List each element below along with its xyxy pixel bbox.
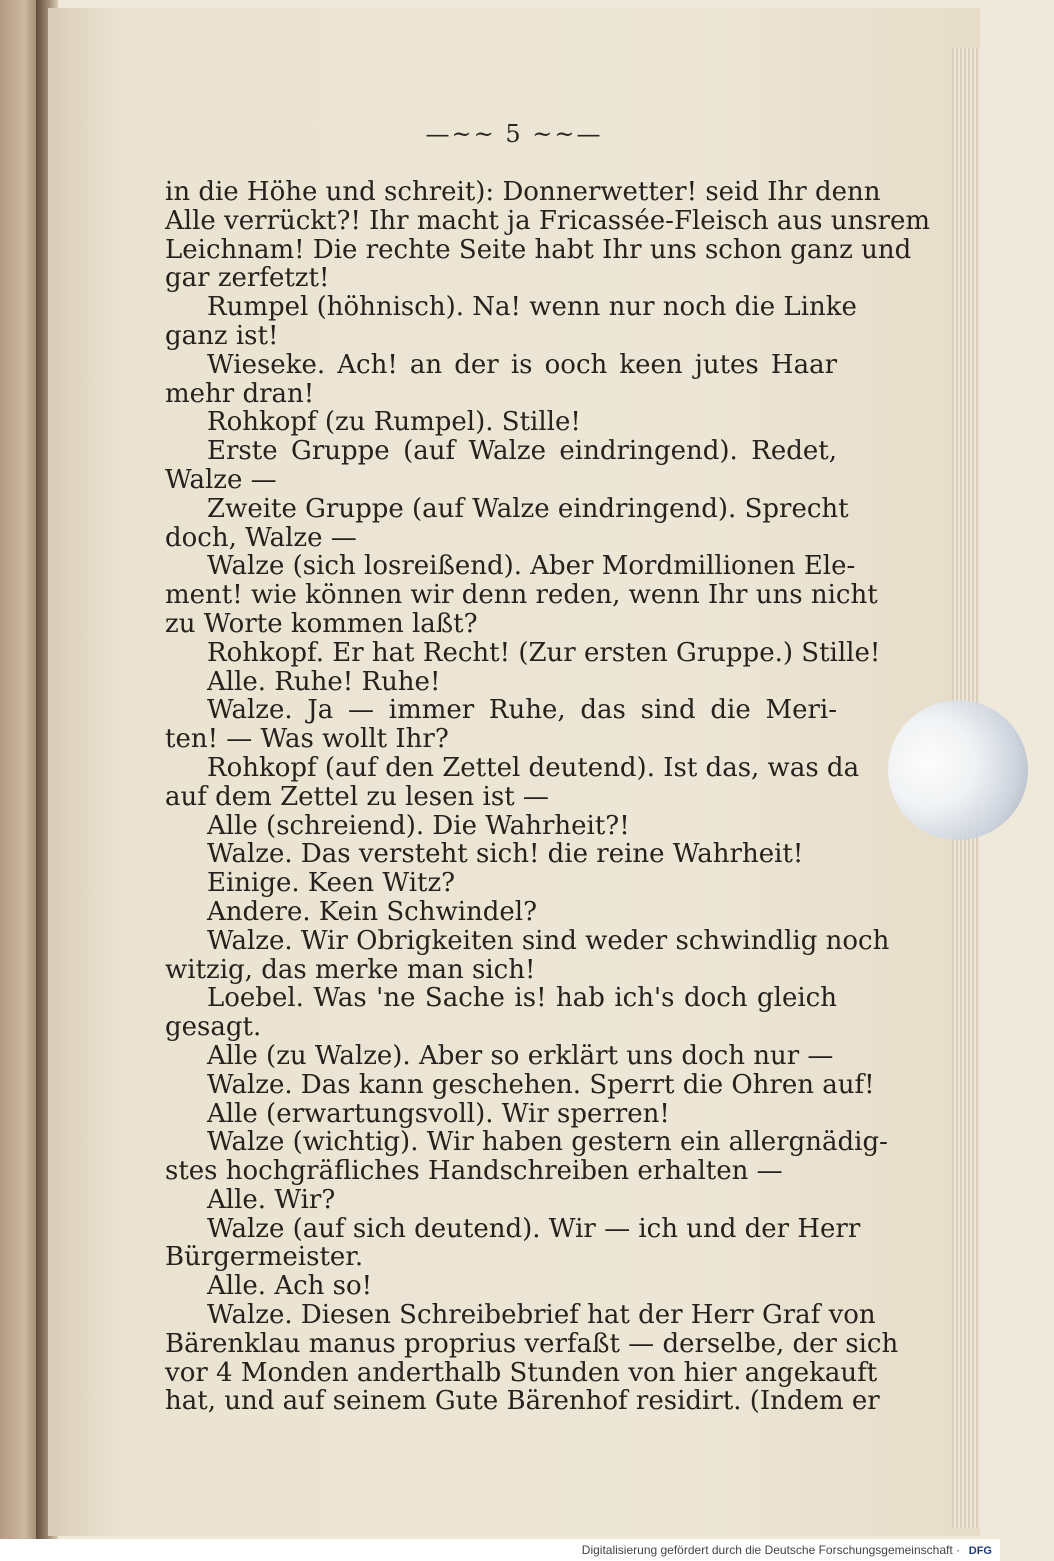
text-line: Loebel. Was 'ne Sache is! hab ich's doch gleich [207, 983, 837, 1014]
text-line: Walze. Das versteht sich! die reine Wahrheit! [207, 839, 804, 870]
text-line: vor 4 Monden anderthalb Stunden von hier angekauft [165, 1357, 878, 1388]
text-line: Alle. Ach so! [207, 1271, 373, 1302]
text-line: auf dem Zettel zu lesen ist — [165, 781, 549, 812]
text-line: Rohkopf (zu Rumpel). Stille! [207, 407, 581, 438]
text-line: Alle (schreiend). Die Wahrheit?! [207, 810, 630, 841]
text-line: Walze — [165, 464, 277, 495]
text-line: doch, Walze — [165, 522, 357, 553]
text-line: witzig, das merke man sich! [165, 954, 536, 985]
text-line: in die Höhe und schreit): Donnerwetter! seid Ihr denn [165, 177, 881, 207]
ornament-left: —~~ [425, 120, 506, 148]
text-line: Leichnam! Die rechte Seite habt Ihr uns schon ganz und [165, 234, 912, 265]
text-line: ment! wie können wir denn reden, wenn Ihr uns nicht [165, 580, 878, 611]
text-line: Walze. Ja — immer Ruhe, das sind die Meri- [207, 695, 837, 726]
text-line: stes hochgräfliches Handschreiben erhalten — [165, 1156, 783, 1187]
text-line: Zweite Gruppe (auf Walze eindringend). Sprecht [207, 493, 849, 524]
text-line: Rohkopf. Er hat Recht! (Zur ersten Gruppe.) Stille! [207, 637, 881, 668]
text-line: Rumpel (höhnisch). Na! wenn nur noch die Linke [207, 292, 857, 323]
text-line: gar zerfetzt! [165, 263, 330, 294]
text-line: gesagt. [165, 1012, 262, 1043]
text-line: Alle. Ruhe! Ruhe! [207, 666, 441, 697]
text-line: Alle (erwartungsvoll). Wir sperren! [207, 1098, 670, 1129]
text-line: Wieseke. Ach! an der is ooch keen jutes Haar [207, 349, 837, 380]
page-number-value: 5 [505, 120, 523, 148]
page-number [48, 120, 980, 148]
text-line: Rohkopf (auf den Zettel deutend). Ist das, was da [207, 752, 860, 783]
text-line: Walze (wichtig). Wir haben gestern ein allergnädig- [207, 1127, 888, 1158]
text-line: Bärenklau manus proprius verfaßt — derselbe, der sich [165, 1328, 899, 1359]
text-line: mehr dran! [165, 378, 315, 409]
body-text [165, 177, 931, 1417]
text-line: hat, und auf seinem Gute Bärenhof residirt. (Indem er [165, 1386, 880, 1417]
text-line: zu Worte kommen laßt? [165, 608, 478, 639]
text-line: Alle verrückt?! Ihr macht ja Fricassée-Fleisch aus unsrem [165, 205, 931, 236]
text-line: Walze (auf sich deutend). Wir — ich und der Herr [207, 1213, 861, 1244]
text-line: Alle. Wir? [207, 1184, 336, 1215]
text-line: Einige. Keen Witz? [207, 868, 456, 899]
footer-bar [0, 1539, 1000, 1561]
text-line: Walze. Wir Obrigkeiten sind weder schwindlig noch [207, 925, 890, 956]
text-line: ganz ist! [165, 320, 279, 351]
text-line: Walze. Das kann geschehen. Sperrt die Ohren auf! [207, 1069, 875, 1100]
text-line: Walze (sich losreißend). Aber Mordmillionen Ele- [207, 551, 856, 582]
text-line: ten! — Was wollt Ihr? [165, 724, 449, 755]
text-line: Erste Gruppe (auf Walze eindringend). Redet, [207, 436, 837, 467]
text-line: Alle (zu Walze). Aber so erklärt uns doch nur — [207, 1040, 834, 1071]
dfg-logo: DFG [968, 1545, 992, 1557]
text-line: Walze. Diesen Schreibebrief hat der Herr Graf von [207, 1300, 876, 1331]
text-line: Bürgermeister. [165, 1242, 364, 1273]
text-line: Andere. Kein Schwindel? [207, 896, 538, 927]
footer-credit: Digitalisierung gefördert durch die Deutsche Forschungsgemeinschaft · [581, 1543, 960, 1557]
ornament-right: ~~— [522, 120, 603, 148]
